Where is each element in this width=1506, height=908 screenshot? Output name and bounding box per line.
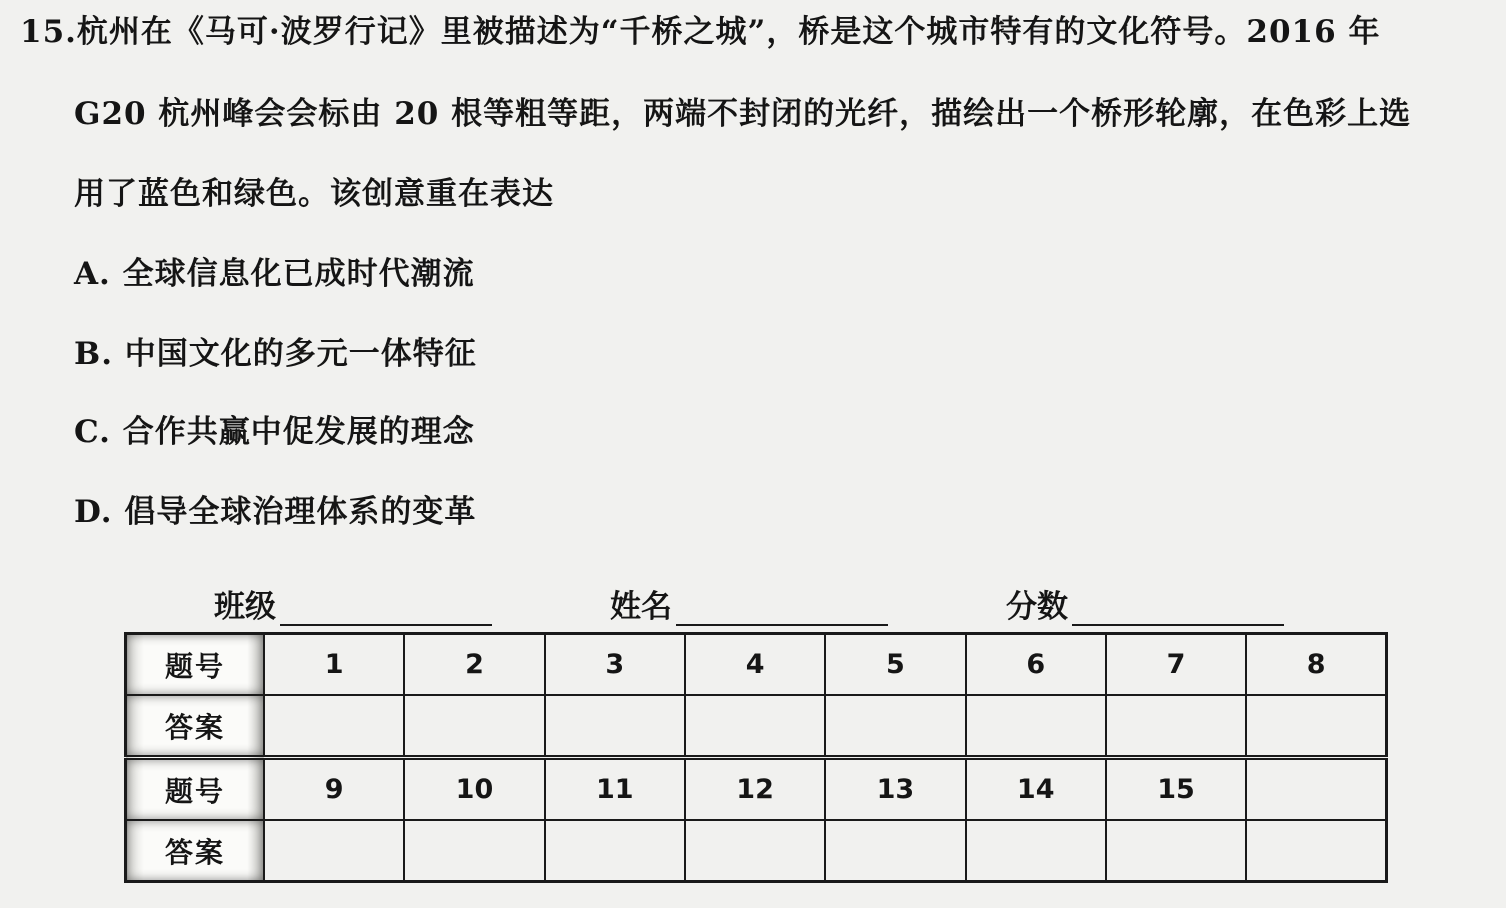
question-text-line-1: 15.杭州在《马可·波罗行记》里被描述为“千桥之城”，桥是这个城市特有的文化符号。2016 年 xyxy=(20,14,1381,50)
answer-cell[interactable] xyxy=(966,820,1106,882)
question-number-cell: 10 xyxy=(404,758,544,821)
score-field xyxy=(1006,582,1284,626)
question-number-cell: 2 xyxy=(404,634,544,696)
answer-cell[interactable] xyxy=(264,820,404,882)
answer-cell[interactable] xyxy=(545,820,685,882)
class-blank[interactable] xyxy=(280,588,492,626)
score-label: 分数 xyxy=(1006,589,1068,625)
question-number-cell: 1 xyxy=(264,634,404,696)
question-number-cell: 11 xyxy=(545,758,685,821)
score-blank[interactable] xyxy=(1072,588,1284,626)
answer-cell[interactable] xyxy=(264,695,404,758)
answer-cell[interactable] xyxy=(825,820,965,882)
question-number-cell: 4 xyxy=(685,634,825,696)
class-label: 班级 xyxy=(214,589,276,625)
question-number-cell: 13 xyxy=(825,758,965,821)
name-label: 姓名 xyxy=(610,589,672,625)
answer-cell[interactable] xyxy=(825,695,965,758)
answer-cell[interactable] xyxy=(1246,695,1386,758)
number-header: 题号 xyxy=(126,634,265,696)
answer-header: 答案 xyxy=(126,695,265,758)
answer-cell[interactable] xyxy=(545,695,685,758)
question-number-cell: 9 xyxy=(264,758,404,821)
answer-cell[interactable] xyxy=(404,695,544,758)
answer-cell[interactable] xyxy=(685,820,825,882)
question-number-cell: 3 xyxy=(545,634,685,696)
option-d[interactable]: D. 倡导全球治理体系的变革 xyxy=(74,494,477,530)
question-number-cell xyxy=(1246,758,1386,821)
question-number-cell: 15 xyxy=(1106,758,1246,821)
answer-sheet-table xyxy=(124,632,1388,883)
answer-cell[interactable] xyxy=(1246,820,1386,882)
name-field xyxy=(610,582,888,626)
question-text-line-2: G20 杭州峰会会标由 20 根等粗等距，两端不封闭的光纤，描绘出一个桥形轮廓，在色彩上选 xyxy=(74,96,1412,132)
option-c[interactable]: C. 合作共赢中促发展的理念 xyxy=(74,414,475,450)
question-number-cell: 5 xyxy=(825,634,965,696)
number-row-2 xyxy=(126,758,1387,821)
answer-cell[interactable] xyxy=(404,820,544,882)
answer-cell[interactable] xyxy=(685,695,825,758)
question-number-cell: 12 xyxy=(685,758,825,821)
question-number-cell: 7 xyxy=(1106,634,1246,696)
class-field xyxy=(214,582,492,626)
answer-cell[interactable] xyxy=(1106,820,1246,882)
answer-cell[interactable] xyxy=(1106,695,1246,758)
question-number-cell: 8 xyxy=(1246,634,1386,696)
number-row-1 xyxy=(126,634,1387,696)
name-blank[interactable] xyxy=(676,588,888,626)
answer-header: 答案 xyxy=(126,820,265,882)
option-b[interactable]: B. 中国文化的多元一体特征 xyxy=(74,336,477,372)
question-text-line-3: 用了蓝色和绿色。该创意重在表达 xyxy=(74,176,554,212)
question-number-cell: 6 xyxy=(966,634,1106,696)
answer-row-2 xyxy=(126,820,1387,882)
answer-row-1 xyxy=(126,695,1387,758)
question-number-cell: 14 xyxy=(966,758,1106,821)
answer-cell[interactable] xyxy=(966,695,1106,758)
option-a[interactable]: A. 全球信息化已成时代潮流 xyxy=(74,256,475,292)
number-header: 题号 xyxy=(126,758,265,821)
